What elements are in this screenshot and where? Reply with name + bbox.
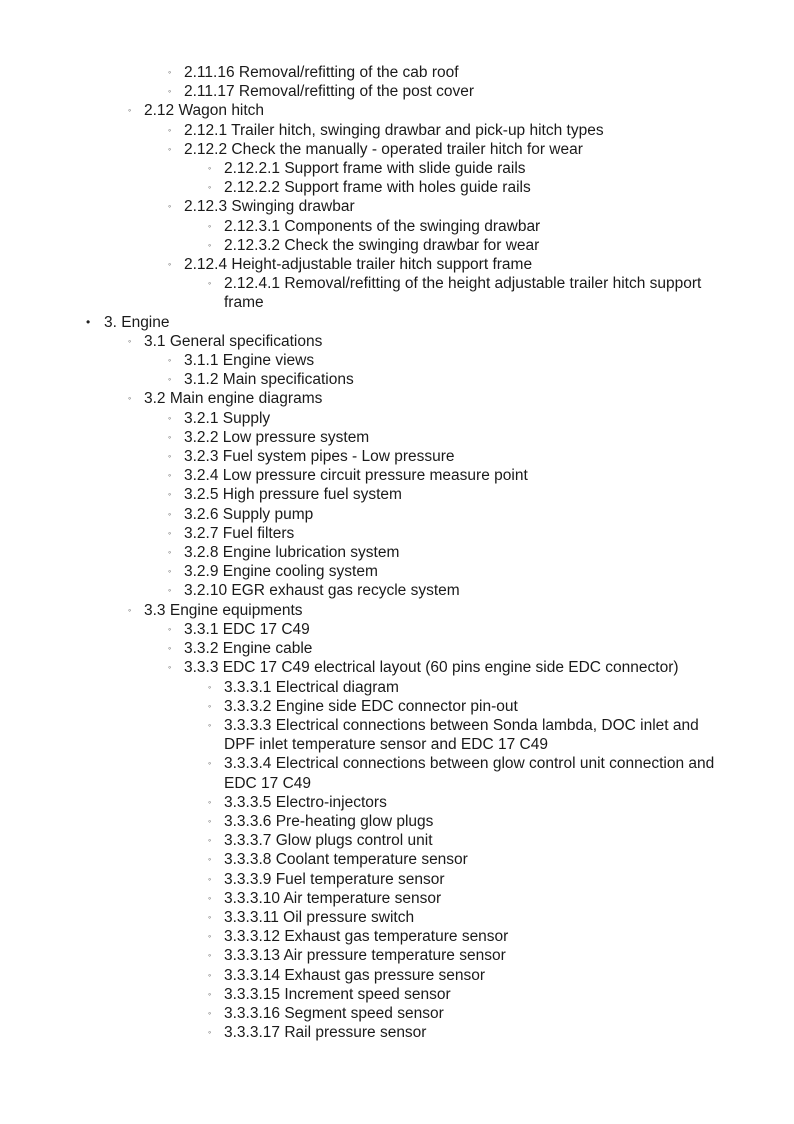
toc-entry[interactable] bbox=[0, 1023, 794, 1042]
toc-entry-text: 3.2.7 Fuel filters bbox=[184, 524, 295, 542]
toc-entry[interactable] bbox=[0, 678, 794, 697]
toc-entry[interactable] bbox=[0, 159, 794, 178]
toc-entry[interactable] bbox=[0, 101, 794, 120]
toc-entry[interactable] bbox=[0, 850, 794, 869]
toc-entry[interactable] bbox=[0, 524, 794, 543]
toc-entry-text: 3.2.1 Supply bbox=[184, 409, 271, 427]
toc-entry-text: 3.1 General specifications bbox=[144, 332, 323, 350]
toc-entry-text: 3.3.3.5 Electro-injectors bbox=[224, 793, 387, 811]
toc-entry-text: 3.3.1 EDC 17 C49 bbox=[184, 620, 310, 638]
toc-entry-text: 3.3.3.14 Exhaust gas pressure sensor bbox=[224, 966, 486, 984]
bullet-circle-icon: ◦ bbox=[208, 278, 212, 289]
toc-entry[interactable] bbox=[0, 447, 794, 466]
bullet-circle-icon: ◦ bbox=[208, 758, 212, 769]
bullet-circle-icon: ◦ bbox=[168, 431, 172, 442]
toc-entry[interactable] bbox=[0, 485, 794, 504]
toc-entry[interactable] bbox=[0, 466, 794, 485]
toc-entry-text: 3.2.4 Low pressure circuit pressure measure point bbox=[184, 467, 528, 485]
bullet-circle-icon: ◦ bbox=[208, 182, 212, 193]
bullet-circle-icon: ◦ bbox=[208, 873, 212, 884]
toc-entry[interactable] bbox=[0, 889, 794, 908]
toc-entry[interactable] bbox=[0, 82, 794, 101]
bullet-circle-icon: ◦ bbox=[208, 163, 212, 174]
toc-entry-text: 3. Engine bbox=[104, 313, 170, 331]
toc-entry-text: 3.3.3.17 Rail pressure sensor bbox=[224, 1024, 427, 1042]
toc-entry[interactable] bbox=[0, 351, 794, 370]
toc-page bbox=[0, 63, 794, 1042]
toc-entry[interactable] bbox=[0, 870, 794, 889]
toc-entry[interactable] bbox=[0, 754, 794, 792]
toc-entry[interactable] bbox=[0, 601, 794, 620]
toc-entry[interactable] bbox=[0, 562, 794, 581]
bullet-circle-icon: ◦ bbox=[168, 412, 172, 423]
bullet-circle-icon: ◦ bbox=[208, 681, 212, 692]
bullet-circle-icon: ◦ bbox=[168, 547, 172, 558]
bullet-circle-icon: ◦ bbox=[128, 393, 132, 404]
bullet-circle-icon: ◦ bbox=[208, 1027, 212, 1038]
toc-entry[interactable] bbox=[0, 274, 794, 312]
toc-entry-text: 3.3.2 Engine cable bbox=[184, 640, 313, 658]
bullet-circle-icon: ◦ bbox=[168, 585, 172, 596]
toc-entry[interactable] bbox=[0, 620, 794, 639]
toc-entry[interactable] bbox=[0, 370, 794, 389]
toc-entry[interactable] bbox=[0, 985, 794, 1004]
bullet-circle-icon: ◦ bbox=[128, 604, 132, 615]
bullet-circle-icon: ◦ bbox=[208, 719, 212, 730]
toc-entry-text: 3.3.3.12 Exhaust gas temperature sensor bbox=[224, 928, 509, 946]
bullet-circle-icon: ◦ bbox=[208, 815, 212, 826]
toc-entry-text: 3.3.3.2 Engine side EDC connector pin-out bbox=[224, 697, 518, 715]
toc-entry[interactable] bbox=[0, 332, 794, 351]
bullet-circle-icon: ◦ bbox=[168, 374, 172, 385]
bullet-circle-icon: ◦ bbox=[208, 1007, 212, 1018]
toc-entry-text: 3.3.3.3 Electrical connections between Sonda lambda, DOC inlet and DPF inlet temperature sensor and EDC 17 C49 bbox=[224, 716, 699, 754]
toc-entry-text: 3.1.2 Main specifications bbox=[184, 371, 354, 389]
toc-entry[interactable] bbox=[0, 966, 794, 985]
toc-entry[interactable] bbox=[0, 946, 794, 965]
toc-entry-text: 2.11.16 Removal/refitting of the cab roof bbox=[184, 64, 459, 81]
toc-entry[interactable] bbox=[0, 428, 794, 447]
bullet-circle-icon: ◦ bbox=[168, 143, 172, 154]
bullet-circle-icon: ◦ bbox=[168, 489, 172, 500]
toc-entry-text: 3.3 Engine equipments bbox=[144, 601, 303, 619]
toc-entry[interactable] bbox=[0, 927, 794, 946]
toc-entry-text: 3.2.2 Low pressure system bbox=[184, 428, 370, 446]
toc-entry-text: 2.11.17 Removal/refitting of the post cover bbox=[184, 83, 475, 101]
toc-entry[interactable] bbox=[0, 140, 794, 159]
toc-entry-text: 3.3.3.16 Segment speed sensor bbox=[224, 1004, 444, 1022]
bullet-circle-icon: ◦ bbox=[208, 911, 212, 922]
bullet-circle-icon: ◦ bbox=[208, 931, 212, 942]
bullet-circle-icon: ◦ bbox=[208, 854, 212, 865]
bullet-circle-icon: ◦ bbox=[168, 508, 172, 519]
bullet-circle-icon: ◦ bbox=[128, 105, 132, 116]
toc-entry[interactable] bbox=[0, 908, 794, 927]
bullet-circle-icon: ◦ bbox=[168, 86, 172, 97]
toc-entry[interactable] bbox=[0, 1004, 794, 1023]
toc-entry-text: 3.3.3.10 Air temperature sensor bbox=[224, 889, 442, 907]
toc-entry[interactable] bbox=[0, 197, 794, 216]
bullet-circle-icon: ◦ bbox=[168, 67, 172, 77]
toc-entry[interactable] bbox=[0, 697, 794, 716]
toc-entry[interactable] bbox=[0, 217, 794, 236]
bullet-circle-icon: ◦ bbox=[208, 796, 212, 807]
bullet-circle-icon: ◦ bbox=[128, 335, 132, 346]
bullet-circle-icon: ◦ bbox=[208, 950, 212, 961]
toc-entry-text: 3.3.3.15 Increment speed sensor bbox=[224, 985, 451, 1003]
bullet-circle-icon: ◦ bbox=[168, 259, 172, 270]
toc-entry[interactable] bbox=[0, 409, 794, 428]
toc-entry-text: 2.12.3.2 Check the swinging drawbar for wear bbox=[224, 236, 540, 254]
toc-entry-text: 3.1.1 Engine views bbox=[184, 352, 315, 370]
toc-entry[interactable] bbox=[0, 812, 794, 831]
toc-entry[interactable] bbox=[0, 63, 794, 82]
toc-entry[interactable] bbox=[0, 831, 794, 850]
toc-entry-text: 3.3.3.9 Fuel temperature sensor bbox=[224, 870, 445, 888]
bullet-disc-icon: • bbox=[86, 314, 91, 329]
bullet-circle-icon: ◦ bbox=[208, 892, 212, 903]
toc-entry[interactable] bbox=[0, 716, 794, 754]
bullet-circle-icon: ◦ bbox=[168, 662, 172, 673]
toc-entry-text: 2.12.2.2 Support frame with holes guide rails bbox=[224, 179, 531, 197]
bullet-circle-icon: ◦ bbox=[208, 969, 212, 980]
toc-entry-text: 3.3.3.13 Air pressure temperature sensor bbox=[224, 947, 506, 965]
bullet-circle-icon: ◦ bbox=[168, 527, 172, 538]
bullet-circle-icon: ◦ bbox=[168, 643, 172, 654]
toc-entry-text: 3.2.3 Fuel system pipes - Low pressure bbox=[184, 448, 455, 466]
toc-entry-text: 2.12.3 Swinging drawbar bbox=[184, 198, 355, 216]
bullet-circle-icon: ◦ bbox=[168, 470, 172, 481]
toc-entry[interactable] bbox=[0, 581, 794, 600]
toc-entry[interactable] bbox=[0, 255, 794, 274]
toc-entry-text: 3.3.3.6 Pre-heating glow plugs bbox=[224, 812, 434, 830]
toc-entry-text: 3.3.3.11 Oil pressure switch bbox=[224, 908, 415, 926]
toc-entry-text: 3.2.10 EGR exhaust gas recycle system bbox=[184, 582, 460, 600]
toc-entry[interactable] bbox=[0, 313, 794, 332]
bullet-circle-icon: ◦ bbox=[168, 201, 172, 212]
bullet-circle-icon: ◦ bbox=[168, 566, 172, 577]
toc-entry-text: 2.12.1 Trailer hitch, swinging drawbar and pick-up hitch types bbox=[184, 121, 604, 139]
bullet-circle-icon: ◦ bbox=[168, 623, 172, 634]
bullet-circle-icon: ◦ bbox=[168, 124, 172, 135]
bullet-circle-icon: ◦ bbox=[208, 220, 212, 231]
toc-entry-text: 3.3.3.7 Glow plugs control unit bbox=[224, 832, 433, 850]
toc-entry-text: 3.2.9 Engine cooling system bbox=[184, 563, 378, 581]
toc-entry-text: 3.2.8 Engine lubrication system bbox=[184, 544, 400, 562]
toc-entry[interactable] bbox=[0, 505, 794, 524]
toc-entry-text: 3.3.3.8 Coolant temperature sensor bbox=[224, 851, 468, 869]
toc-entry-text: 3.2.5 High pressure fuel system bbox=[184, 486, 402, 504]
toc-entry-text: 2.12 Wagon hitch bbox=[144, 102, 265, 120]
toc-entry-text: 3.3.3.4 Electrical connections between glow control unit connection and EDC 17 C49 bbox=[224, 755, 715, 792]
toc-entry-text: 3.2 Main engine diagrams bbox=[144, 390, 323, 408]
bullet-circle-icon: ◦ bbox=[168, 451, 172, 462]
bullet-circle-icon: ◦ bbox=[168, 355, 172, 366]
toc-entry-text: 3.2.6 Supply pump bbox=[184, 505, 314, 523]
toc-entry-text: 2.12.4.1 Removal/refitting of the height adjustable trailer hitch support frame bbox=[224, 275, 702, 312]
table-of-contents bbox=[0, 63, 794, 1042]
toc-entry[interactable] bbox=[0, 121, 794, 140]
toc-entry-text: 2.12.2.1 Support frame with slide guide rails bbox=[224, 160, 526, 178]
bullet-circle-icon: ◦ bbox=[208, 700, 212, 711]
toc-entry-text: 3.3.3.1 Electrical diagram bbox=[224, 678, 399, 696]
toc-entry[interactable] bbox=[0, 389, 794, 408]
toc-entry[interactable] bbox=[0, 543, 794, 562]
toc-entry-text: 2.12.3.1 Components of the swinging drawbar bbox=[224, 217, 541, 235]
bullet-circle-icon: ◦ bbox=[208, 239, 212, 250]
toc-entry-text: 2.12.2 Check the manually - operated trailer hitch for wear bbox=[184, 140, 583, 158]
toc-entry[interactable] bbox=[0, 793, 794, 812]
toc-entry-text: 2.12.4 Height-adjustable trailer hitch support frame bbox=[184, 256, 533, 274]
toc-entry[interactable] bbox=[0, 658, 794, 677]
toc-entry[interactable] bbox=[0, 639, 794, 658]
toc-entry[interactable] bbox=[0, 178, 794, 197]
toc-entry[interactable] bbox=[0, 236, 794, 255]
bullet-circle-icon: ◦ bbox=[208, 835, 212, 846]
bullet-circle-icon: ◦ bbox=[208, 988, 212, 999]
toc-entry-text: 3.3.3 EDC 17 C49 electrical layout (60 pins engine side EDC connector) bbox=[184, 659, 679, 677]
